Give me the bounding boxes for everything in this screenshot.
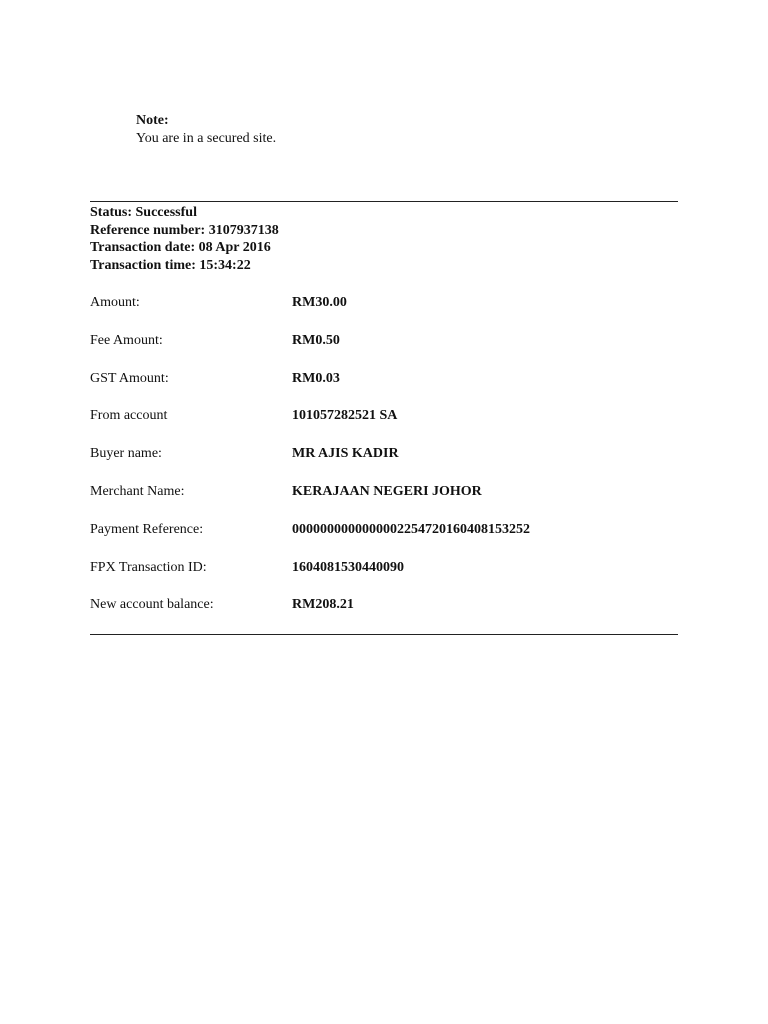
detail-label: New account balance:: [90, 597, 214, 613]
detail-label: From account: [90, 408, 168, 424]
transaction-date-line: Transaction date: 08 Apr 2016: [90, 240, 271, 256]
top-divider: [90, 201, 678, 202]
detail-label: Merchant Name:: [90, 483, 185, 499]
detail-value: RM208.21: [292, 597, 354, 613]
detail-label: Fee Amount:: [90, 332, 163, 348]
detail-value: 101057282521 SA: [292, 408, 398, 424]
detail-label: FPX Transaction ID:: [90, 559, 207, 575]
note-text: You are in a secured site.: [136, 131, 277, 146]
detail-value: 0000000000000002254720160408153252: [292, 521, 530, 537]
note-title: Note:: [136, 113, 169, 128]
detail-label: GST Amount:: [90, 370, 169, 386]
detail-label: Amount:: [90, 295, 140, 310]
detail-value: KERAJAAN NEGERI JOHOR: [292, 483, 482, 499]
detail-label: Payment Reference:: [90, 521, 204, 537]
detail-label: Buyer name:: [90, 446, 162, 462]
transaction-time-line: Transaction time: 15:34:22: [90, 258, 251, 274]
detail-value: RM0.50: [292, 332, 340, 348]
reference-number-line: Reference number: 3107937138: [90, 222, 279, 238]
status-line: Status: Successful: [90, 205, 197, 220]
security-note: [136, 112, 276, 148]
detail-value: 1604081530440090: [292, 559, 404, 575]
transaction-status-block: [90, 204, 279, 275]
detail-value: RM0.03: [292, 370, 340, 386]
detail-value: RM30.00: [292, 295, 347, 310]
detail-value: MR AJIS KADIR: [292, 446, 399, 462]
bottom-divider: [90, 634, 678, 635]
